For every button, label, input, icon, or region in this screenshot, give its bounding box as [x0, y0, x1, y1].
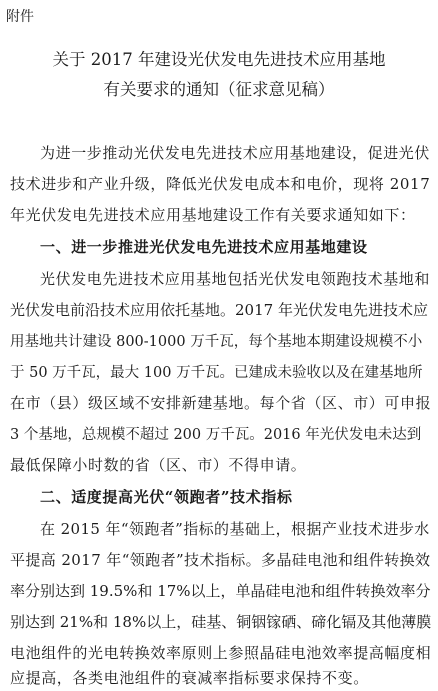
paragraph-line: 3 个基地，总规模不超过 200 万千瓦。2016 年光伏发电未达到: [10, 427, 422, 443]
paragraph-line: 光伏发电前沿技术应用依托基地。2017 年光伏发电先进技术应: [10, 301, 428, 319]
paragraph-line: 在 2015 年“领跑者”指标的基础上，根据产业技术进步水: [40, 520, 430, 538]
intro-line: 年光伏发电先进技术应用基地建设工作有关要求通知如下：: [10, 206, 416, 224]
paragraph-line: 光伏发电先进技术应用基地包括光伏发电领跑技术基地和: [40, 270, 431, 288]
paragraph-line: 电池组件的光电转换效率原则上参照晶硅电池效率提高幅度相: [10, 644, 432, 662]
paragraph-line: 平提高 2017 年“领跑者”技术指标。多晶硅电池和组件转换效: [10, 551, 431, 569]
intro-line: 为进一步推动光伏发电先进技术应用基地建设，促进光伏: [40, 144, 431, 162]
paragraph-line: 用基地共计建设 800-1000 万千瓦，每个基地本期建设规模不小: [10, 334, 423, 350]
paragraph-line: 在市（县）级区域不安排新建基地。每个省（区、市）可申报: [10, 394, 432, 412]
paragraph-line: 应提高，各类电池组件的衰减率指标要求保持不变。: [10, 669, 369, 687]
section-1-heading: 一、进一步推进光伏发电先进技术应用基地建设: [40, 238, 368, 256]
document-title-line-2: 有关要求的通知（征求意见稿）: [103, 80, 335, 99]
intro-line: 技术进步和产业升级，降低光伏发电成本和电价，现将 2017: [10, 175, 431, 193]
section-2-heading: 二、适度提高光伏“领跑者”技术指标: [40, 488, 293, 506]
attachment-label: 附件: [6, 9, 34, 25]
paragraph-line: 于 50 万千瓦，最大 100 万千瓦。已建成未验收以及在建基地所: [10, 365, 423, 381]
paragraph-line: 别达到 21%和 18%以上，硅基、铜铟镓硒、碲化镉及其他薄膜: [10, 613, 432, 631]
paragraph-line: 率分别达到 19.5%和 17%以上，单晶硅电池和组件转换效率分: [10, 582, 431, 600]
paragraph-line: 最低保障小时数的省（区、市）不得申请。: [10, 456, 307, 474]
document-title-line-1: 关于 2017 年建设光伏发电先进技术应用基地: [52, 50, 386, 69]
